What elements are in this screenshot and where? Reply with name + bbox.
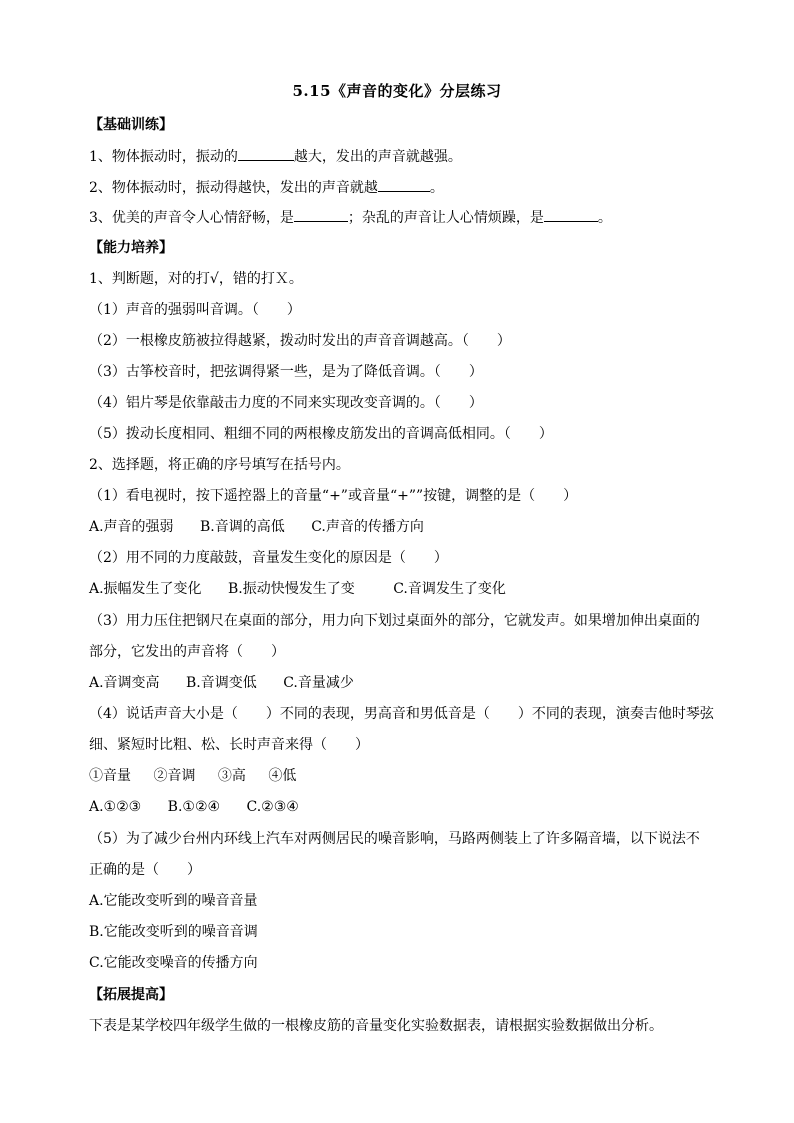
choice-question-1: （1）看电视时，按下遥控器上的音量“+”或音量“+””按键，调整的是（ ） xyxy=(89,488,578,504)
term-4: ④低 xyxy=(268,768,297,784)
basic-question-1 xyxy=(89,146,462,167)
choice-question-2: （2）用不同的力度敲鼓，音量发生变化的原因是（ ） xyxy=(89,550,448,566)
option-b: B.音调的高低 xyxy=(200,519,285,535)
option-a: A.振幅发生了变化 xyxy=(89,581,202,597)
term-1: ①音量 xyxy=(89,768,131,784)
option-b: B.①②④ xyxy=(167,799,221,815)
judge-item-4: （4）铝片琴是依靠敲击力度的不同来实现改变音调的。（ ） xyxy=(89,395,483,411)
q2-answer-blank[interactable] xyxy=(378,177,430,192)
q3-answer-blank-2[interactable] xyxy=(544,207,598,222)
choice-q5-option-b: B.它能改变听到的噪音音调 xyxy=(89,924,258,940)
option-a: A.声音的强弱 xyxy=(89,519,174,535)
q3-text-before: 3、优美的声音令人心情舒畅，是 xyxy=(89,210,294,226)
section-basic-heading: 【基础训练】 xyxy=(89,117,173,133)
choice-q5-option-a: A.它能改变听到的噪音音量 xyxy=(89,893,258,909)
extend-description: 下表是某学校四年级学生做的一根橡皮筋的音量变化实验数据表，请根据实验数据做出分析。 xyxy=(89,1018,663,1034)
choice-q3-options xyxy=(89,673,354,693)
judge-item-2: （2）一根橡皮筋被拉得越紧，拨动时发出的声音音调越高。（ ） xyxy=(89,333,511,349)
option-a: A.①②③ xyxy=(89,799,142,815)
term-2: ②音调 xyxy=(153,768,196,784)
term-3: ③高 xyxy=(217,768,246,784)
q2-text-after: 。 xyxy=(429,180,444,196)
choice-intro: 2、选择题，将正确的序号填写在括号内。 xyxy=(89,457,350,473)
option-c: C.音调发生了变化 xyxy=(393,581,506,597)
judge-item-1: （1）声音的强弱叫音调。（ ） xyxy=(89,302,301,318)
basic-question-3 xyxy=(89,207,612,228)
choice-q5-option-c: C.它能改变噪音的传播方向 xyxy=(89,955,258,971)
option-c: C.声音的传播方向 xyxy=(311,519,424,535)
section-ability-heading: 【能力培养】 xyxy=(89,240,173,256)
judge-item-5: （5）拨动长度相同、粗细不同的两根橡皮筋发出的音调高低相同。（ ） xyxy=(89,426,553,442)
judge-item-3: （3）古筝校音时，把弦调得紧一些，是为了降低音调。（ ） xyxy=(89,364,483,380)
choice-q4-terms xyxy=(89,766,296,786)
section-extend-heading: 【拓展提高】 xyxy=(89,987,173,1003)
q3-text-after: 。 xyxy=(597,210,612,226)
choice-q4-options xyxy=(89,797,299,817)
q1-text-after: 越大，发出的声音就越强。 xyxy=(293,149,462,165)
choice-question-4-line-1: （4）说话声音大小是（ ）不同的表现，男高音和男低音是（ ）不同的表现，演奏吉他时琴弦 xyxy=(89,706,714,722)
q3-text-middle: ；杂乱的声音让人心情烦躁，是 xyxy=(347,210,544,226)
choice-question-5-line-2: 正确的是（ ） xyxy=(89,862,201,878)
q3-answer-blank-1[interactable] xyxy=(294,207,348,222)
page-title: 5.15《声音的变化》分层练习 xyxy=(292,82,502,100)
choice-question-3-line-2: 部分，它发出的声音将（ ） xyxy=(89,644,285,660)
q1-text-before: 1、物体振动时，振动的 xyxy=(89,149,238,165)
option-b: B.音调变低 xyxy=(186,675,257,691)
choice-q2-options xyxy=(89,579,506,599)
option-c: C.②③④ xyxy=(246,799,299,815)
option-c: C.音量减少 xyxy=(283,675,354,691)
judge-intro: 1、判断题，对的打√，错的打Ｘ。 xyxy=(89,271,303,287)
basic-question-2 xyxy=(89,177,444,198)
q2-text-before: 2、物体振动时，振动得越快，发出的声音就越 xyxy=(89,180,378,196)
choice-question-5-line-1: （5）为了减少台州内环线上汽车对两侧居民的噪音影响，马路两侧装上了许多隔音墙，以下说法不 xyxy=(89,831,700,847)
choice-question-4-line-2: 细、紧短时比粗、松、长时声音来得（ ） xyxy=(89,737,369,753)
option-b: B.振动快慢发生了变 xyxy=(228,581,355,597)
q1-answer-blank[interactable] xyxy=(238,146,294,161)
option-a: A.音调变高 xyxy=(89,675,160,691)
choice-question-3-line-1: （3）用力压住把钢尺在桌面的部分，用力向下划过桌面外的部分，它就发声。如果增加伸出桌面的 xyxy=(89,613,700,629)
choice-q1-options xyxy=(89,517,424,537)
